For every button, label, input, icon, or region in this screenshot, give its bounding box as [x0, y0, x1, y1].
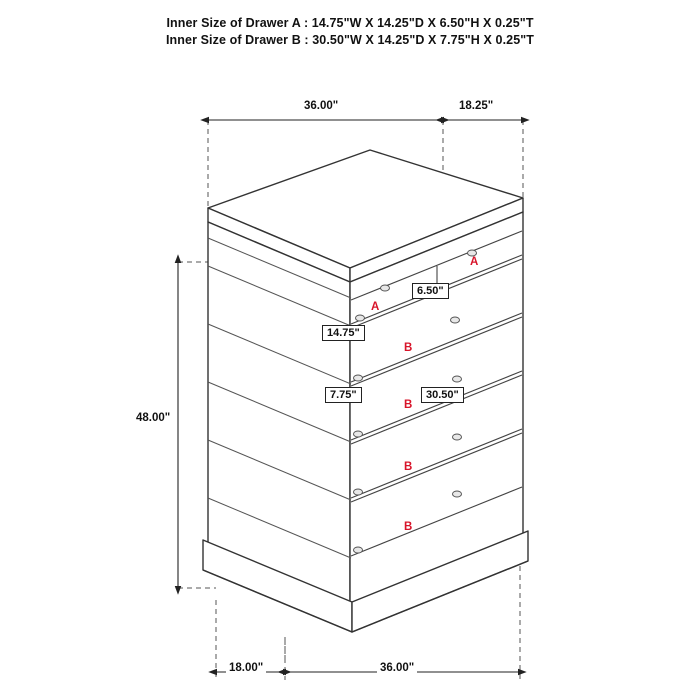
- dresser-body: [203, 150, 528, 632]
- marker-drawer-a-right: A: [470, 256, 479, 268]
- dim-base-width: 36.00": [377, 662, 417, 674]
- dim-drawer-a-height: 6.50": [412, 283, 449, 299]
- drawer-a-spec-text: Inner Size of Drawer A : 14.75"W X 14.25"D X 6.50"H X 0.25"T: [166, 16, 534, 30]
- dim-drawer-b-height: 7.75": [325, 387, 362, 403]
- marker-drawer-a-left: A: [371, 301, 380, 313]
- marker-drawer-b-3: B: [404, 461, 413, 473]
- dim-drawer-b-width: 30.50": [421, 387, 464, 403]
- dim-top-width: 36.00": [301, 100, 341, 112]
- marker-drawer-b-4: B: [404, 521, 413, 533]
- marker-drawer-b-1: B: [404, 342, 413, 354]
- dresser-left-side: [208, 222, 350, 605]
- dim-base-depth: 18.00": [226, 662, 266, 674]
- marker-drawer-b-2: B: [404, 399, 413, 411]
- drawer-b-spec-text: Inner Size of Drawer B : 30.50"W X 14.25"D X 7.75"H X 0.25"T: [165, 33, 535, 47]
- dim-drawer-a-width: 14.75": [322, 325, 365, 341]
- dim-height: 48.00": [133, 412, 173, 424]
- dim-top-depth: 18.25": [456, 100, 496, 112]
